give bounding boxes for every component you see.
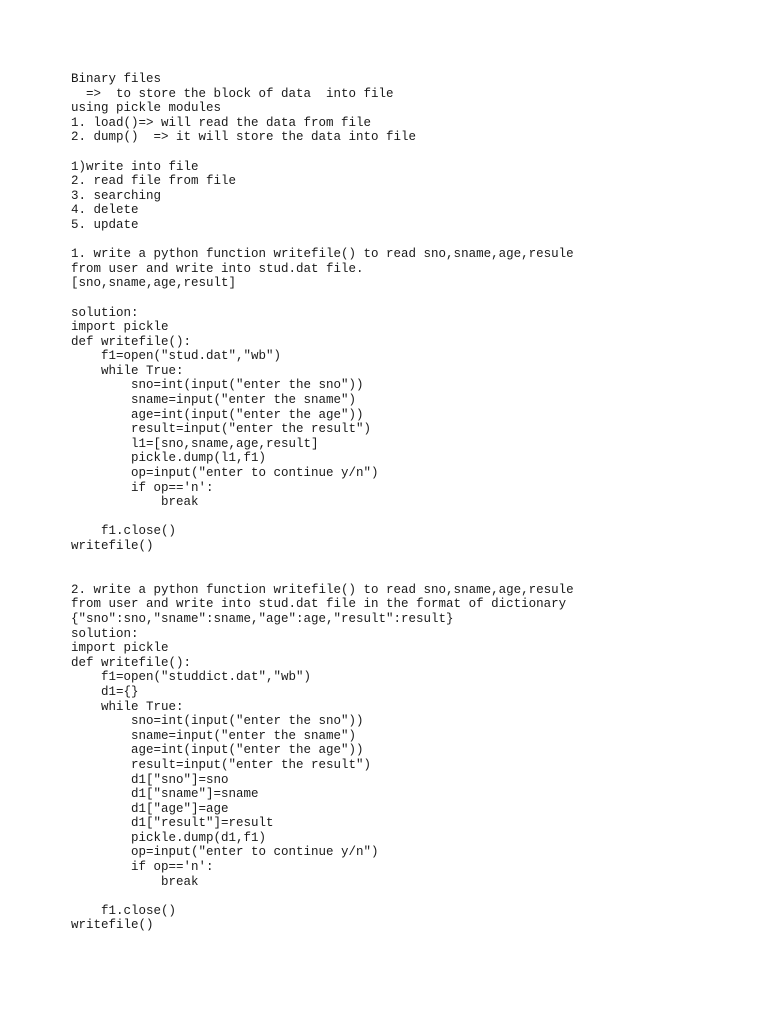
text-line <box>71 145 751 160</box>
text-line: result=input("enter the result") <box>71 422 372 437</box>
document-body <box>71 72 751 933</box>
text-line: op=input("enter to continue y/n") <box>71 845 379 860</box>
text-line: f1=open("studdict.dat","wb") <box>71 670 312 685</box>
text-line: sname=input("enter the sname") <box>71 393 357 408</box>
text-line: sno=int(input("enter the sno")) <box>71 714 364 729</box>
text-line: pickle.dump(l1,f1) <box>71 451 267 466</box>
text-line: op=input("enter to continue y/n") <box>71 466 379 481</box>
text-line <box>71 568 751 583</box>
text-line: pickle.dump(d1,f1) <box>71 830 267 845</box>
text-line: solution: <box>71 626 139 641</box>
text-line: d1["age"]=age <box>71 801 229 816</box>
text-line <box>71 510 751 525</box>
text-line: age=int(input("enter the age")) <box>71 743 364 758</box>
text-line: result=input("enter the result") <box>71 757 372 772</box>
text-line: using pickle modules <box>71 101 222 116</box>
text-line: [sno,sname,age,result] <box>71 276 237 291</box>
text-line: 3. searching <box>71 188 162 203</box>
text-line <box>71 233 751 248</box>
text-line: d1["sname"]=sname <box>71 787 259 802</box>
text-line: if op=='n': <box>71 480 214 495</box>
text-line: 4. delete <box>71 203 139 218</box>
text-line: import pickle <box>71 320 169 335</box>
text-line: 2. read file from file <box>71 174 237 189</box>
text-line: 5. update <box>71 217 139 232</box>
text-line: {"sno":sno,"sname":sname,"age":age,"result":result} <box>71 611 454 626</box>
text-line: 2. dump() => it will store the data into file <box>71 130 417 145</box>
text-line: d1["sno"]=sno <box>71 772 229 787</box>
text-line: f1.close() <box>71 903 177 918</box>
text-line: while True: <box>71 699 184 714</box>
text-line: while True: <box>71 363 184 378</box>
text-line: 1. write a python function writefile() to read sno,sname,age,resule <box>71 247 574 262</box>
text-line: writefile() <box>71 539 154 553</box>
text-line <box>71 889 751 904</box>
text-line: break <box>71 495 199 510</box>
text-line: if op=='n': <box>71 860 214 875</box>
text-line: age=int(input("enter the age")) <box>71 407 364 422</box>
text-line: from user and write into stud.dat file in the format of dictionary <box>71 597 567 612</box>
text-line: def writefile(): <box>71 334 192 349</box>
text-line: f1.close() <box>71 524 177 539</box>
text-line: 2. write a python function writefile() to read sno,sname,age,resule <box>71 582 574 597</box>
text-line: from user and write into stud.dat file. <box>71 261 364 276</box>
text-line: writefile() <box>71 918 154 933</box>
text-line: solution: <box>71 305 139 320</box>
text-line: 1. load()=> will read the data from file <box>71 115 372 130</box>
text-line: => to store the block of data into file <box>71 86 394 101</box>
text-line: Binary files <box>71 72 162 86</box>
text-line: d1={} <box>71 684 139 699</box>
text-line <box>71 291 751 306</box>
text-line: 1)write into file <box>71 159 199 174</box>
text-line: import pickle <box>71 641 169 656</box>
text-line <box>71 554 751 569</box>
text-line: break <box>71 874 199 889</box>
document-page <box>71 72 751 933</box>
text-line: sno=int(input("enter the sno")) <box>71 378 364 393</box>
text-line: l1=[sno,sname,age,result] <box>71 436 319 451</box>
text-line: sname=input("enter the sname") <box>71 728 357 743</box>
text-line: f1=open("stud.dat","wb") <box>71 349 282 364</box>
text-line: def writefile(): <box>71 655 192 670</box>
text-line: d1["result"]=result <box>71 816 274 831</box>
